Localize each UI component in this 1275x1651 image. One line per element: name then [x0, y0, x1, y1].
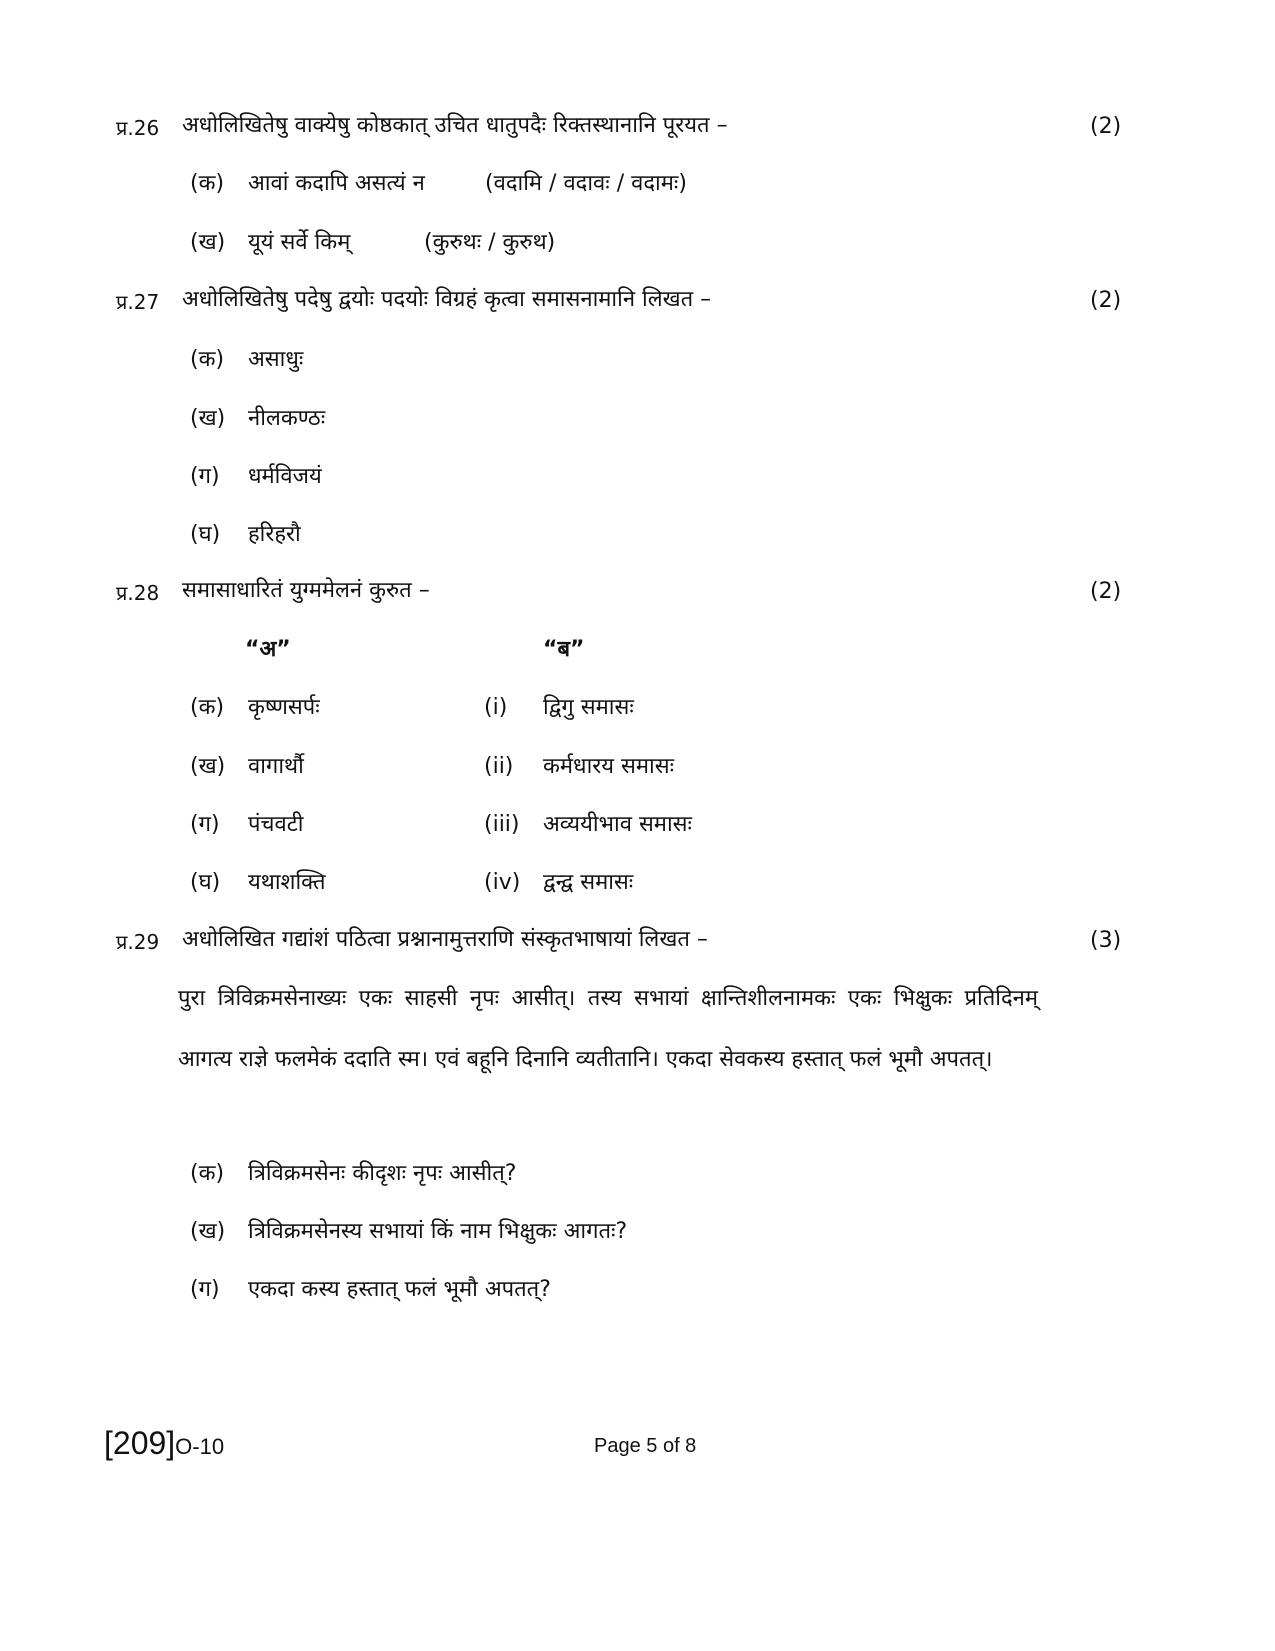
column-a-item: वागार्थौ: [248, 754, 304, 779]
paper-code-suffix: O-10: [175, 1434, 225, 1459]
question-marks: (2): [1090, 288, 1122, 313]
item-text: हरिहरौ: [248, 522, 301, 547]
item-label: (ख): [190, 406, 226, 431]
item-label: (घ): [190, 522, 221, 547]
roman-label: (iii): [484, 812, 520, 837]
item-label: (ख): [190, 754, 226, 779]
question-number: प्र.29: [116, 930, 160, 954]
item-text: नीलकण्ठः: [248, 406, 326, 431]
column-b-heading: “ब”: [543, 637, 585, 662]
item-text: आवां कदापि असत्यं न: [248, 171, 425, 196]
question-text: अधोलिखित गद्यांशं पठित्वा प्रश्नानामुत्तराणि संस्कृतभाषायां लिखत –: [182, 927, 708, 952]
question-marks: (3): [1090, 928, 1122, 953]
item-text: त्रिविक्रमसेनस्य सभायां किं नाम भिक्षुकः आगतः?: [248, 1219, 628, 1244]
question-number: प्र.27: [116, 290, 160, 314]
paper-code: [104, 1423, 224, 1467]
question-text: अधोलिखितेषु पदेषु द्वयोः पदयोः विग्रहं कृत्वा समासनामानि लिखत –: [182, 287, 712, 312]
column-b-item: कर्मधारय समासः: [543, 754, 675, 779]
column-a-heading: “अ”: [245, 637, 291, 662]
item-label: (क): [190, 695, 225, 720]
item-label: (ग): [190, 464, 220, 489]
item-label: (ख): [190, 230, 226, 255]
item-text: एकदा कस्य हस्तात् फलं भूमौ अपतत्?: [248, 1277, 551, 1302]
column-a-item: यथाशक्ति: [248, 870, 326, 895]
item-text: यूयं सर्वे किम्: [248, 230, 351, 255]
item-label: (ग): [190, 812, 220, 837]
item-label: (क): [190, 1161, 225, 1186]
item-options: (वदामि / वदावः / वदामः): [485, 171, 687, 196]
column-b-item: द्विगु समासः: [543, 695, 634, 720]
question-marks: (2): [1090, 579, 1122, 604]
roman-label: (iv): [484, 870, 521, 895]
roman-label: (i): [484, 695, 508, 720]
column-a-item: पंचवटी: [248, 812, 304, 837]
roman-label: (ii): [484, 754, 514, 779]
item-label: (ग): [190, 1277, 220, 1302]
column-a-item: कृष्णसर्पः: [248, 695, 320, 720]
question-text: अधोलिखितेषु वाक्येषु कोष्ठकात् उचित धातुपदैः रिक्तस्थानानि पूरयत –: [182, 113, 728, 138]
item-options: (कुरुथः / कुरुथ): [424, 230, 556, 255]
column-b-item: अव्ययीभाव समासः: [543, 812, 692, 837]
item-label: (क): [190, 347, 225, 372]
paper-code-main: [209]: [104, 1425, 176, 1461]
item-label: (क): [190, 171, 225, 196]
item-label: (ख): [190, 1219, 226, 1244]
question-text: समासाधारितं युग्ममेलनं कुरुत –: [182, 578, 430, 603]
passage: पुरा त्रिविक्रमसेनाख्यः एकः साहसी नृपः आसीत्। तस्य सभायां क्षान्तिशीलनामकः एकः भिक्षुकः प्रतिदिनम् आगत्य राज्ञे फलमेकं ददाति स्म। एवं बहूनि दिनानि व्यतीतानि। एकदा सेवकस्य हस्तात् फलं भूमौ अपतत्।: [178, 986, 1038, 1072]
item-text: असाधुः: [248, 347, 304, 372]
item-text: त्रिविक्रमसेनः कीदृशः नृपः आसीत्?: [248, 1161, 517, 1186]
question-marks: (2): [1090, 114, 1122, 139]
item-label: (घ): [190, 870, 221, 895]
question-number: प्र.26: [116, 116, 160, 140]
item-text: धर्मविजयं: [248, 464, 322, 489]
page-number: Page 5 of 8: [594, 1435, 697, 1457]
question-number: प्र.28: [116, 581, 160, 605]
column-b-item: द्वन्द्व समासः: [543, 870, 634, 895]
